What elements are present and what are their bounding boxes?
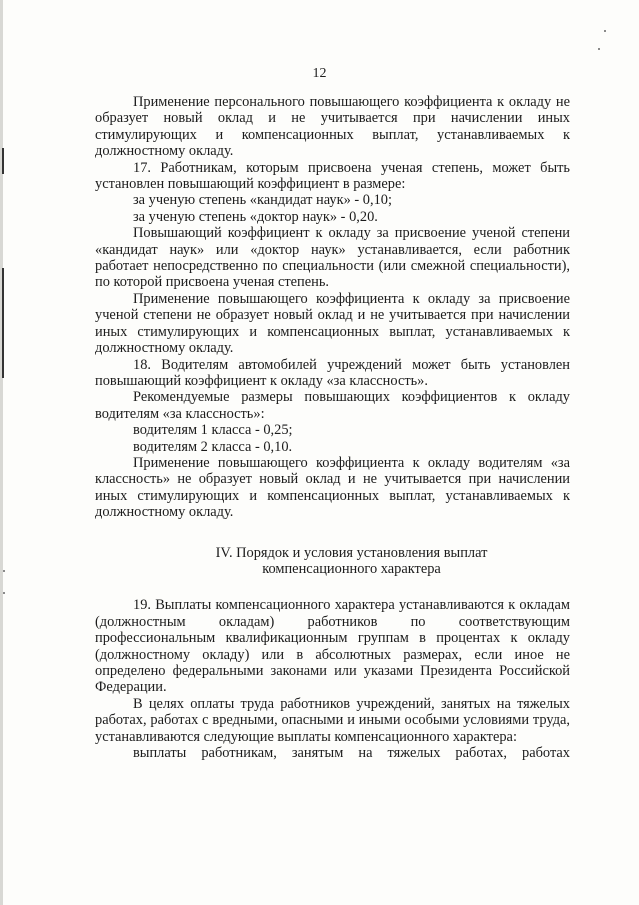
list-item: за ученую степень «доктор наук» - 0,20.	[133, 208, 378, 225]
scan-speck	[604, 30, 606, 32]
list-item: водителям 1 класса - 0,25;	[133, 422, 293, 439]
paragraph: В целях оплаты труда работников учреждений, занятых на тяжелых работах, работах с вредными, опасными и иными особыми условиями труда, устанавливаются следующие выплаты компенсационного характера:	[95, 695, 570, 745]
paragraph: Применение персонального повышающего коэффициента к окладу не образует новый оклад и не учитывается при начислении иных стимулирующих и компенсационных выплат, устанавливаемых к должностному окладу.	[95, 94, 570, 160]
margin-mark	[2, 268, 4, 378]
scan-edge	[0, 0, 3, 905]
list-item: за ученую степень «кандидат наук» - 0,10;	[133, 192, 392, 209]
margin-mark	[2, 148, 4, 174]
paragraph: Повышающий коэффициент к окладу за присвоение ученой степени «кандидат наук» или «доктор наук» устанавливается, если работник работает непосредственно по специальности (или смежной специальности), по которой присвоена ученая степень.	[95, 225, 570, 291]
section-heading-line: IV. Порядок и условия установления выплат	[215, 544, 488, 561]
list-item: водителям 2 класса - 0,10.	[133, 438, 293, 455]
paragraph: Применение повышающего коэффициента к окладу водителям «за классность» не образует новый оклад и не учитывается при начислении иных стимулирующих и компенсационных выплат, устанавливаемых к должностному окладу.	[95, 454, 570, 521]
scan-speck	[598, 48, 600, 50]
paragraph: 18. Водителям автомобилей учреждений может быть установлен повышающий коэффициент к окладу «за классность».	[95, 356, 570, 389]
paragraph: 17. Работникам, которым присвоена ученая степень, может быть установлен повышающий коэффициент в размере:	[95, 159, 570, 193]
paragraph: Рекомендуемые размеры повышающих коэффициентов к окладу водителям «за классность»:	[95, 389, 570, 422]
paragraph: выплаты работникам, занятым на тяжелых работах, работах	[133, 745, 570, 762]
section-heading-line: компенсационного характера	[262, 560, 441, 577]
section-heading	[95, 545, 570, 578]
document-body	[95, 94, 570, 761]
paragraph: 19. Выплаты компенсационного характера устанавливаются к окладам (должностным окладам) работников по соответствующим профессиональным квалификационным группам в процентах к окладу (должностному окладу) или в абсолютных размерах, если иное не определено федеральными законами или указами Президента Российской Федерации.	[95, 597, 570, 696]
scan-speck	[3, 570, 5, 572]
page-number: 12	[312, 66, 327, 81]
paragraph: Применение повышающего коэффициента к окладу за присвоение ученой степени не образует новый оклад и не учитывается при начислении иных стимулирующих и компенсационных выплат, устанавливаемых к должностному окладу.	[95, 290, 570, 357]
scan-speck	[3, 592, 5, 594]
